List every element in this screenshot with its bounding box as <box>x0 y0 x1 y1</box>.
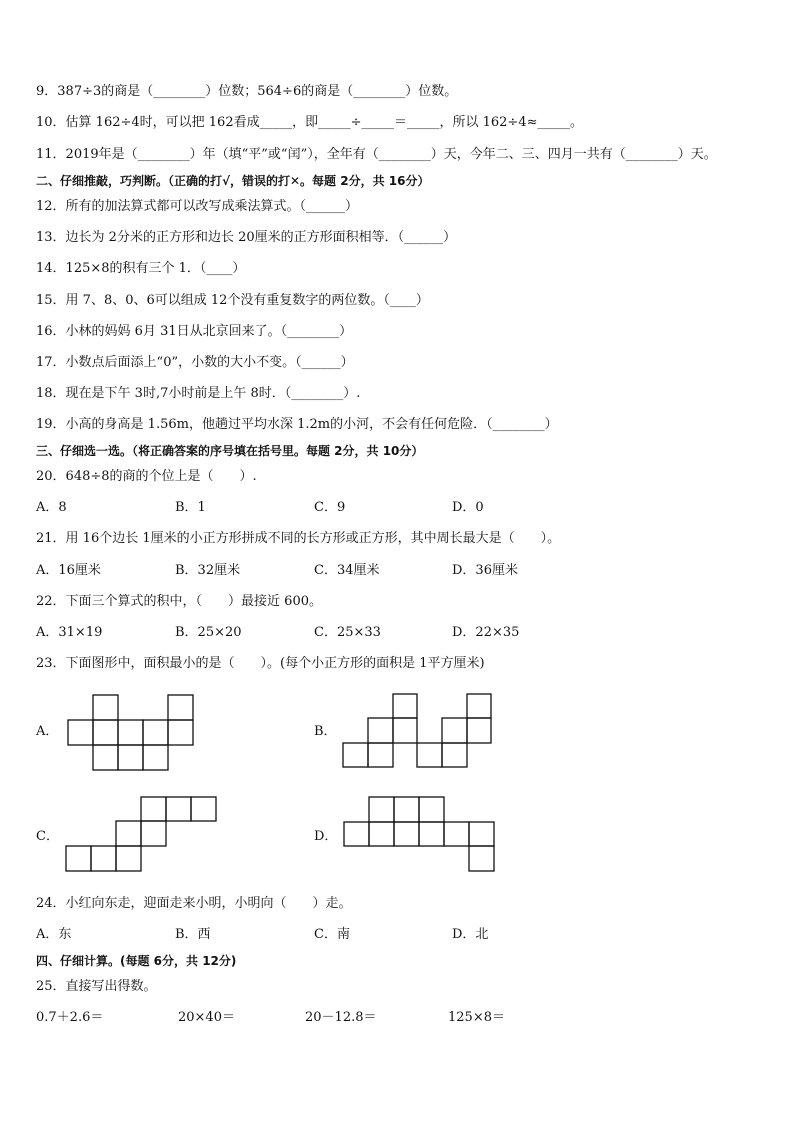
question-24: 24．小红向东走，迎面走来小明，小明向（ ）走。 <box>36 896 352 911</box>
figure-a-label: A． <box>36 724 59 739</box>
cell <box>419 822 444 846</box>
q21-option-a: A．16厘米 <box>36 563 101 578</box>
q20-option-c: C．9 <box>314 500 346 515</box>
q22-option-c: C．25×33 <box>314 625 381 640</box>
q22-option-a: A．31×19 <box>36 625 103 640</box>
q24-option-a: A．东 <box>36 927 72 942</box>
cell <box>469 846 494 871</box>
q21-option-b: B．32厘米 <box>175 563 241 578</box>
q22-option-b: B．25×20 <box>175 625 242 640</box>
cell <box>369 822 394 846</box>
section-4-heading: 四、仔细计算。(每题 6分，共 12分) <box>36 954 237 968</box>
section-2-heading: 二、仔细推敲，巧判断。（正确的打√，错误的打✕。每题 2分，共 16分） <box>36 174 430 188</box>
calc-item: 0.7＋2.6＝ <box>36 1010 104 1025</box>
cell <box>344 822 369 846</box>
question-13: 13．边长为 2分米的正方形和边长 20厘米的正方形面积相等．（______） <box>36 230 457 245</box>
cell <box>394 797 419 822</box>
question-25: 25．直接写出得数。 <box>36 979 157 994</box>
figure-d-label: D． <box>314 829 338 844</box>
question-16: 16．小林的妈妈 6月 31日从北京回来了。（________） <box>36 324 353 339</box>
question-20: 20．648÷8的商的个位上是（ ）. <box>36 469 257 484</box>
q20-option-a: A．8 <box>36 500 67 515</box>
question-17: 17．小数点后面添上“0”，小数的大小不变。（______） <box>36 355 354 370</box>
figure-b-label: B． <box>314 724 337 739</box>
q20-option-d: D．0 <box>452 500 484 515</box>
cell <box>469 822 494 846</box>
section-3-heading: 三、仔细选一选。（将正确答案的序号填在括号里。每题 2分，共 10分） <box>36 444 424 458</box>
cell <box>369 797 394 822</box>
q20-option-b: B．1 <box>175 500 206 515</box>
figure-c-label: C． <box>36 829 59 844</box>
q24-option-d: D．北 <box>452 927 489 942</box>
question-18: 18．现在是下午 3时,7小时前是上午 8时．（________）. <box>36 386 361 401</box>
question-14: 14．125×8的积有三个 1．（____） <box>36 261 246 276</box>
question-12: 12．所有的加法算式都可以改写成乘法算式。（______） <box>36 199 359 214</box>
calc-item: 125×8＝ <box>448 1010 505 1025</box>
question-21: 21．用 16个边长 1厘米的小正方形拼成不同的长方形或正方形，其中周长最大是（ ）。 <box>36 531 561 546</box>
question-15: 15．用 7、8、0、6可以组成 12个没有重复数字的两位数。（____） <box>36 293 429 308</box>
cell <box>394 822 419 846</box>
calc-item: 20×40＝ <box>178 1010 235 1025</box>
q21-option-c: C．34厘米 <box>314 563 380 578</box>
question-9: 9．387÷3的商是（________）位数；564÷6的商是（________）位数。 <box>36 84 458 99</box>
calc-item: 20－12.8＝ <box>305 1010 377 1025</box>
q21-option-d: D．36厘米 <box>452 563 518 578</box>
q24-option-c: C．南 <box>314 927 350 942</box>
question-23: 23．下面图形中，面积最小的是（ ）。(每个小正方形的面积是 1平方厘米) <box>36 656 485 671</box>
q22-option-d: D．22×35 <box>452 625 520 640</box>
cell <box>419 797 444 822</box>
q24-option-b: B．西 <box>175 927 211 942</box>
question-10: 10．估算 162÷4时，可以把 162看成_____，即_____÷_____＝_____，所以 162÷4≈_____。 <box>36 115 583 130</box>
question-11: 11．2019年是（________）年（填“平”或“闰”），全年有（________）天，今年二、三、四月一共有（________）天。 <box>36 147 717 162</box>
question-19: 19．小高的身高是 1.56m，他趟过平均水深 1.2m的小河，不会有任何危险．（________） <box>36 417 558 432</box>
question-22: 22．下面三个算式的积中，（ ）最接近 600。 <box>36 594 322 609</box>
cell <box>444 822 469 846</box>
